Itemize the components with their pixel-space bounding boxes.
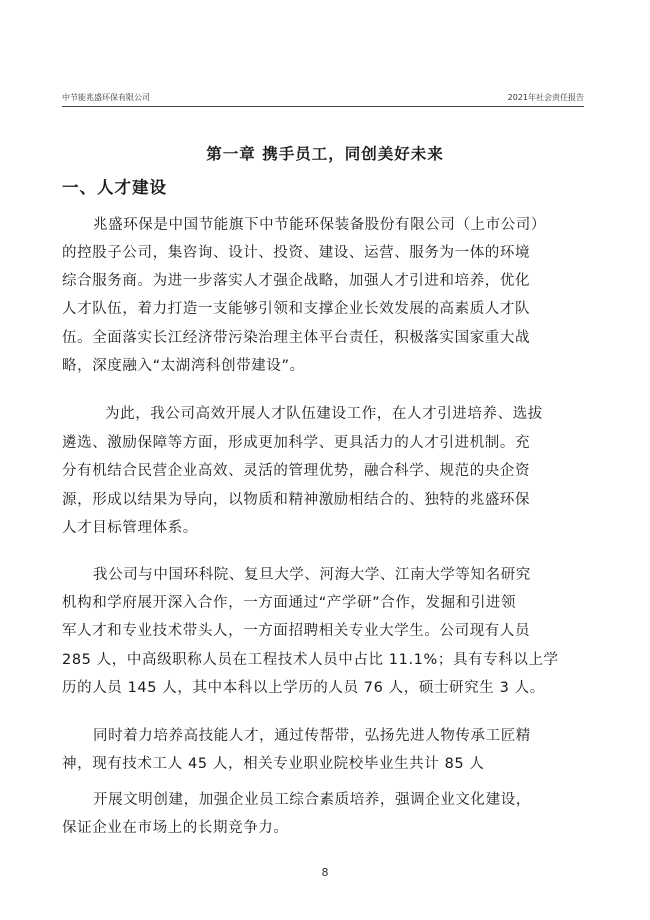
header-report-title: 2021年社会责任报告 — [507, 93, 584, 102]
paragraph-1-line-4: 人才队伍，着力打造一支能够引领和支撑企业长效发展的高素质人才队 — [62, 301, 531, 317]
chapter-title: 第一章 携手员工，同创美好未来 — [206, 145, 444, 163]
paragraph-1-line-5: 伍。全面落实长江经济带污染治理主体平台责任，积极落实国家重大战 — [62, 330, 531, 346]
paragraph-3-line-2: 机构和学府展开深入合作，一方面通过“产学研”合作，发掘和引进领 — [62, 595, 517, 611]
paragraph-3-line-4: 285 人，中高级职称人员在工程技术人员中占比 11.1%；具有专科以上学 — [62, 652, 559, 668]
paragraph-1-line-2: 的控股子公司，集咨询、设计、投资、建设、运营、服务为一体的环境 — [62, 245, 531, 261]
paragraph-2-line-4: 源，形成以结果为导向，以物质和精神激励相结合的、独特的兆盛环保 — [62, 492, 531, 508]
paragraph-1-line-1: 兆盛环保是中国节能旗下中节能环保装备股份有限公司（上市公司） — [93, 217, 546, 233]
paragraph-3-line-5: 历的人员 145 人，其中本科以上学历的人员 76 人，硕士研究生 3 人。 — [62, 680, 545, 696]
paragraph-2-line-2: 遴选、激励保障等方面，形成更加科学、更具活力的人才引进机制。充 — [62, 435, 531, 451]
section-title: 一、人才建设 — [62, 178, 167, 197]
paragraph-5-line-1: 开展文明创建，加强企业员工综合素质培养，强调企业文化建设， — [93, 792, 531, 808]
paragraph-5-line-2: 保证企业在市场上的长期竞争力。 — [62, 820, 289, 836]
paragraph-3-line-1: 我公司与中国环科院、复旦大学、河海大学、江南大学等知名研究 — [93, 567, 531, 583]
page-number: 8 — [321, 866, 329, 879]
page-header — [62, 92, 584, 108]
paragraph-3-line-3: 军人才和专业技术带头人，一方面招聘相关专业大学生。公司现有人员 — [62, 623, 531, 639]
paragraph-2-line-5: 人才目标管理体系。 — [62, 520, 198, 536]
paragraph-1-line-6: 略，深度融入“太湖湾科创带建设”。 — [62, 358, 305, 374]
paragraph-2-line-3: 分有机结合民营企业高效、灵活的管理优势，融合科学、规范的央企资 — [62, 463, 531, 479]
paragraph-1-line-3: 综合服务商。为进一步落实人才强企战略，加强人才引进和培养，优化 — [62, 273, 531, 289]
paragraph-2-line-1: 为此，我公司高效开展人才队伍建设工作，在人才引进培养、选拔 — [105, 406, 543, 422]
header-rule — [62, 106, 584, 107]
header-company-name: 中节能兆盛环保有限公司 — [62, 93, 150, 102]
paragraph-4-line-2: 神，现有技术工人 45 人，相关专业职业院校毕业生共计 85 人 — [62, 756, 485, 772]
paragraph-4-line-1: 同时着力培养高技能人才，通过传帮带，弘扬先进人物传承工匠精 — [93, 728, 531, 744]
